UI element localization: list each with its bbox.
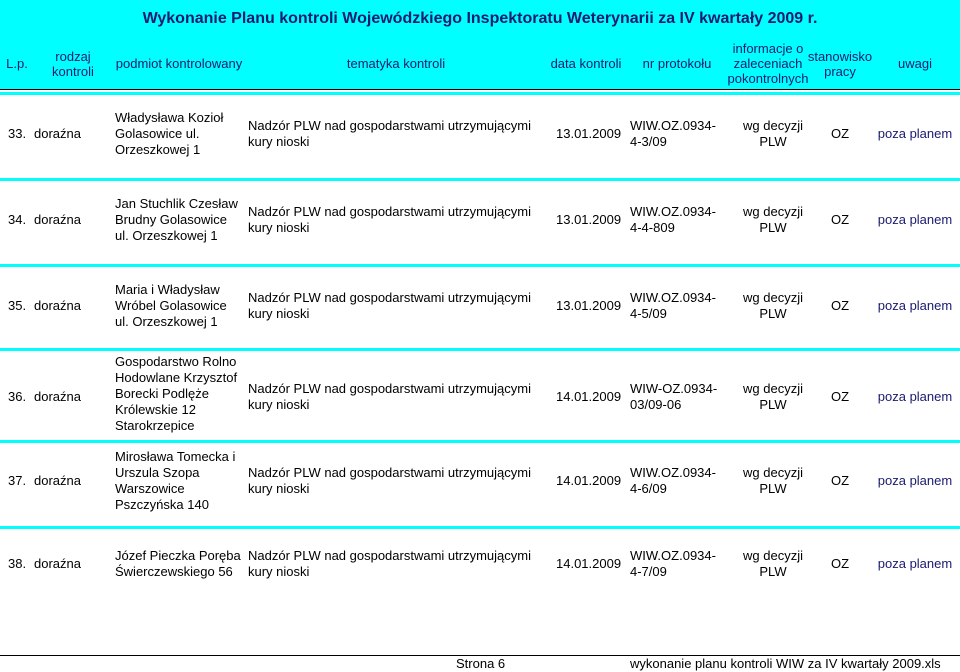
cell-protokol: WIW.OZ.0934-4-7/09 (630, 548, 716, 579)
page-title: Wykonanie Planu kontroli Wojewódzkiego Inspektoratu Weterynarii za IV kwartały 2009 r. (142, 10, 818, 27)
cell-uwagi: poza planem (877, 556, 953, 571)
cell-lp: 34. (8, 212, 27, 227)
cell-informacje: wg decyzji PLW (743, 381, 803, 412)
header-stanowisko: stanowisko pracy (807, 48, 873, 79)
cell-informacje: wg decyzji PLW (743, 118, 803, 149)
cell-lp: 35. (8, 298, 27, 313)
header-protokol: nr protokołu (642, 56, 712, 71)
cell-lp: 37. (8, 473, 27, 488)
cell-tematyka: Nadzór PLW nad gospodarstwami utrzymującymi kury nioski (248, 548, 531, 579)
cell-uwagi: poza planem (877, 389, 953, 404)
cell-data: 13.01.2009 (556, 212, 622, 227)
cell-tematyka: Nadzór PLW nad gospodarstwami utrzymującymi kury nioski (248, 290, 531, 321)
cell-data: 14.01.2009 (556, 556, 622, 571)
cell-tematyka: Nadzór PLW nad gospodarstwami utrzymującymi kury nioski (248, 118, 531, 149)
cell-lp: 38. (8, 556, 27, 571)
cell-uwagi: poza planem (877, 126, 953, 141)
cell-protokol: WIW.OZ.0934-4-6/09 (630, 465, 716, 496)
cell-data: 13.01.2009 (556, 298, 622, 313)
cell-protokol: WIW.OZ.0934-4-3/09 (630, 118, 716, 149)
footer-page-number: Strona 6 (456, 656, 506, 671)
cell-protokol: WIW.OZ.0934-4-5/09 (630, 290, 716, 321)
cell-podmiot: Maria i Władysław Wróbel Golasowice ul. Orzeszkowej 1 (115, 282, 227, 329)
cell-uwagi: poza planem (877, 212, 953, 227)
cell-protokol: WIW-OZ.0934-03/09-06 (630, 381, 718, 412)
cell-stanowisko: OZ (830, 389, 850, 404)
cell-uwagi: poza planem (877, 298, 953, 313)
cell-rodzaj: doraźna (34, 298, 81, 313)
cell-stanowisko: OZ (830, 473, 850, 488)
row-band (0, 348, 960, 351)
cell-data: 14.01.2009 (556, 473, 622, 488)
header-tematyka: tematyka kontroli (346, 56, 446, 71)
cell-tematyka: Nadzór PLW nad gospodarstwami utrzymującymi kury nioski (248, 465, 531, 496)
cell-rodzaj: doraźna (34, 126, 81, 141)
cell-rodzaj: doraźna (34, 212, 81, 227)
header-podmiot: podmiot kontrolowany (115, 56, 243, 71)
cell-informacje: wg decyzji PLW (743, 204, 803, 235)
row-band (0, 526, 960, 529)
cell-stanowisko: OZ (830, 212, 850, 227)
cell-stanowisko: OZ (830, 556, 850, 571)
cell-informacje: wg decyzji PLW (743, 465, 803, 496)
table-header (0, 38, 960, 90)
cell-data: 14.01.2009 (556, 389, 622, 404)
title-bar (0, 0, 960, 38)
cell-data: 13.01.2009 (556, 126, 622, 141)
cell-rodzaj: doraźna (34, 473, 81, 488)
cell-tematyka: Nadzór PLW nad gospodarstwami utrzymującymi kury nioski (248, 204, 531, 235)
header-informacje: informacje o zaleceniach pokontrolnych (727, 41, 809, 86)
header-uwagi: uwagi (898, 56, 932, 71)
cell-protokol: WIW.OZ.0934-4-4-809 (630, 204, 716, 235)
cell-podmiot: Józef Pieczka Poręba Świerczewskiego 56 (115, 548, 241, 579)
cell-podmiot: Władysława Kozioł Golasowice ul. Orzeszkowej 1 (115, 110, 224, 157)
header-rodzaj: rodzaj kontroli (52, 48, 94, 79)
header-lp: L.p. (6, 56, 28, 71)
cell-podmiot: Jan Stuchlik Czesław Brudny Golasowice ul. Orzeszkowej 1 (115, 196, 238, 243)
cell-informacje: wg decyzji PLW (743, 548, 803, 579)
cell-lp: 36. (8, 389, 27, 404)
cell-rodzaj: doraźna (34, 389, 81, 404)
cell-rodzaj: doraźna (34, 556, 81, 571)
cell-lp: 33. (8, 126, 27, 141)
cell-tematyka: Nadzór PLW nad gospodarstwami utrzymującymi kury nioski (248, 381, 531, 412)
cell-stanowisko: OZ (830, 298, 850, 313)
cell-informacje: wg decyzji PLW (743, 290, 803, 321)
footer-filename: wykonanie planu kontroli WIW za IV kwartały 2009.xls (630, 656, 941, 671)
cell-podmiot: Gospodarstwo Rolno Hodowlane Krzysztof Borecki Podlęże Królewskie 12 Starokrzepice (115, 354, 238, 433)
cell-stanowisko: OZ (830, 126, 850, 141)
cell-uwagi: poza planem (877, 473, 953, 488)
header-data: data kontroli (550, 56, 622, 71)
cell-podmiot: Mirosława Tomecka i Urszula Szopa Warszowice Pszczyńska 140 (115, 449, 236, 512)
